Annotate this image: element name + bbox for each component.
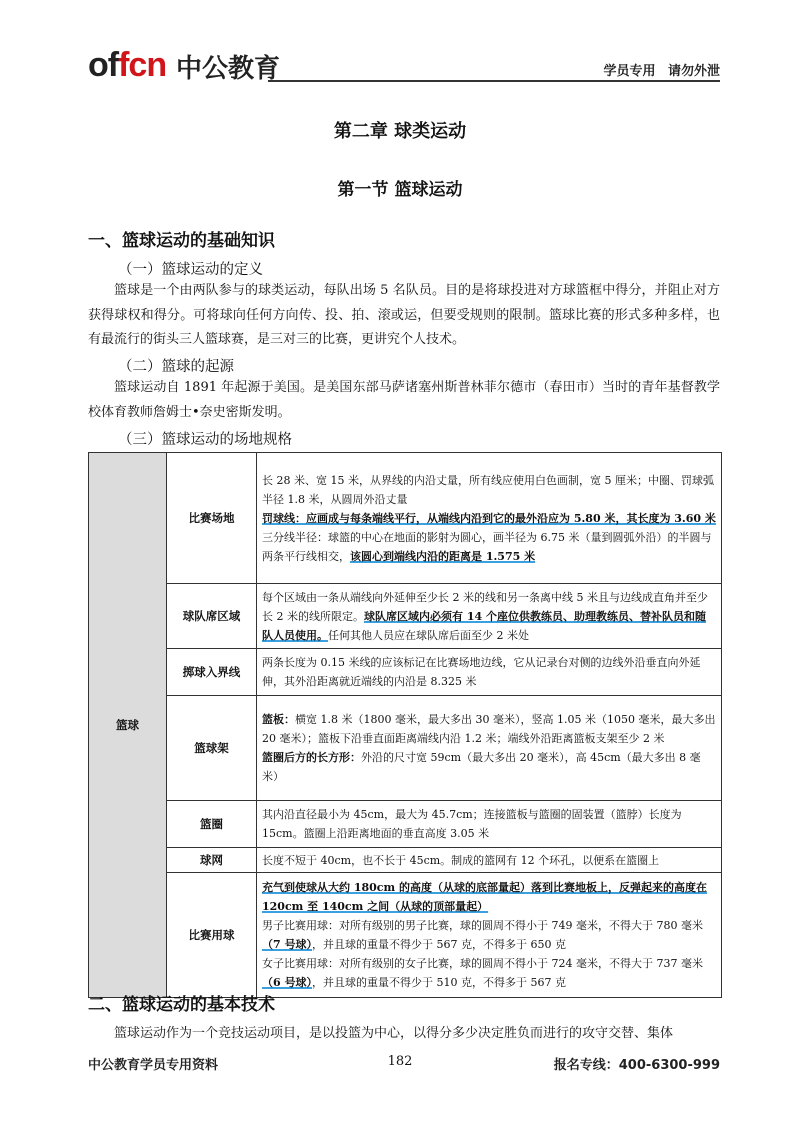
offcn-logo (88, 46, 166, 85)
item-throwin: 掷球入界线 (167, 649, 257, 696)
page-header (88, 36, 720, 82)
footer-left: 中公教育学员专用资料 (88, 1058, 219, 1073)
bench-text-2: 任何其他人员应在球队席后面至少 2 米处 (328, 628, 529, 642)
ball-desc (257, 873, 722, 998)
backstop-text-1: 横宽 1.8 米（1800 毫米，最大多出 30 毫米），竖高 1.05 米（1050 毫米，最大多出 20 毫米）；篮板下沿垂直面距离端线内沿 1.2 米；端线外沿距离篮板支架至少 2 米 (262, 713, 716, 745)
sub2-paragraph: 篮球运动自 1891 年起源于美国。是美国东部马萨诸塞州斯普林菲尔德市（春田市）当时的青年基督教学校体育教师詹姆士•奈史密斯发明。 (88, 380, 720, 420)
bench-desc (257, 584, 722, 649)
part1-title: 一、篮球运动的基础知识 (88, 231, 275, 251)
sub3-title: （三）篮球运动的场地规格 (118, 432, 292, 448)
throwin-desc: 两条长度为 0.15 米线的应该标记在比赛场地边线，它从记录台对侧的边线外沿垂直向外延伸，其外沿距离就近端线的内沿是 8.325 米 (257, 649, 722, 696)
logo-chinese-name: 中公教育 (176, 54, 281, 84)
footer-hotline: 报名专线：400-6300-999 (553, 1058, 720, 1073)
court-text-1: 长 28 米、宽 15 米，从界线的内沿丈量，所有线应使用白色画制，宽 5 厘米；中圈、罚球弧半径 1.8 米，从圆周外沿丈量 (262, 473, 714, 506)
ball-text-2-hl: （7 号球） (262, 938, 312, 951)
net-desc: 长度不短于 40cm，也不长于 45cm。制成的篮网有 12 个环孔，以便系在篮圈上 (257, 848, 722, 873)
bench-text-hl: 球队席区域内必须有 14 个座位供教练员、助理教练员、替补队员和随队人员使用。 (262, 609, 706, 642)
backstop-text-2: 外沿的尺寸宽 59cm（最大多出 20 毫米），高 45cm（最大多出 8 毫米） (262, 751, 701, 783)
table-row (89, 801, 722, 848)
court-text-3: 三分线半径：球篮的中心在地面的影射为圆心，画半径为 6.75 米（量到圆弧外沿）的半圆与两条平行线相交， (262, 530, 712, 563)
table-row (89, 873, 722, 998)
table-row (89, 649, 722, 696)
item-bench: 球队席区域 (167, 584, 257, 649)
sub2-title: （二）篮球的起源 (118, 359, 234, 375)
header-divider (268, 80, 720, 82)
logo-text-b: fcn (118, 46, 167, 84)
item-net: 球网 (167, 848, 257, 873)
ball-text-3a: 女子比赛用球：对所有级别的女子比赛，球的圆周不得小于 724 毫米，不得大于 737 毫米 (262, 957, 703, 970)
table-row (89, 584, 722, 649)
ball-text-3-hl: （6 号球） (262, 976, 312, 989)
section-title: 第一节 篮球运动 (337, 180, 463, 200)
part2-title: 二、篮球运动的基本技术 (88, 995, 275, 1015)
item-ball: 比赛用球 (167, 873, 257, 998)
court-desc (257, 453, 722, 584)
chapter-title: 第二章 球类运动 (333, 121, 467, 142)
sub1-title: （一）篮球运动的定义 (118, 262, 263, 278)
category-cell: 篮球 (89, 453, 167, 998)
bench-text-1: 每个区域由一条从端线向外延伸至少长 2 米的线和另一条离中线 5 米且与边线成直角并至少长 2 米的线所限定。 (262, 590, 708, 623)
table-row (89, 453, 722, 584)
ball-text-2a: 男子比赛用球：对所有级别的男子比赛，球的圆周不得小于 749 毫米，不得大于 780 毫米 (262, 919, 703, 932)
table-row (89, 848, 722, 873)
item-rim: 篮圈 (167, 801, 257, 848)
ball-text-3b: ，并且球的重量不得少于 510 克，不得多于 567 克 (311, 976, 566, 989)
part2-paragraph: 篮球运动作为一个竞技运动项目，是以投篮为中心，以得分多少决定胜负而进行的攻守交替、集体 (114, 1026, 674, 1041)
backstop-label-2: 篮圈后方的长方形： (262, 751, 361, 764)
logo-text-a: of (88, 46, 119, 84)
backstop-desc (257, 696, 722, 801)
ball-text-2b: ，并且球的重量不得少于 567 克，不得多于 650 克 (311, 938, 566, 951)
court-text-2: 罚球线：应画成与每条端线平行，从端线内沿到它的最外沿应为 5.80 米，其长度为 3.60 米 (262, 511, 716, 525)
ball-text-1: 充气到使球从大约 180cm 的高度（从球的底部量起）落到比赛地板上，反弹起来的高度在 120cm 至 140cm 之间（从球的顶部量起） (262, 881, 707, 913)
table-row (89, 696, 722, 801)
backstop-label-1: 篮板： (262, 713, 295, 726)
item-backstop: 篮球架 (167, 696, 257, 801)
item-court: 比赛场地 (167, 453, 257, 584)
sub1-paragraph: 篮球是一个由两队参与的球类运动，每队出场 5 名队员。目的是将球投进对方球篮框中得分，并阻止对方获得球权和得分。可将球向任何方向传、投、拍、滚或运，但要受规则的限制。篮球比赛的形式多种多样，也有最流行的街头三人篮球赛，是三对三的比赛，更讲究个人技术。 (88, 283, 720, 347)
court-text-3-hl: 该圆心到端线内沿的距离是 1.575 米 (350, 549, 536, 563)
page-number: 182 (387, 1054, 413, 1069)
header-right-label: 学员专用 请勿外泄 (603, 64, 720, 79)
rim-desc: 其内沿直径最小为 45cm，最大为 45.7cm；连接篮板与篮圈的固装置（篮脖）长度为 15cm。篮圈上沿距离地面的垂直高度 3.05 米 (257, 801, 722, 848)
court-spec-table (88, 452, 722, 998)
